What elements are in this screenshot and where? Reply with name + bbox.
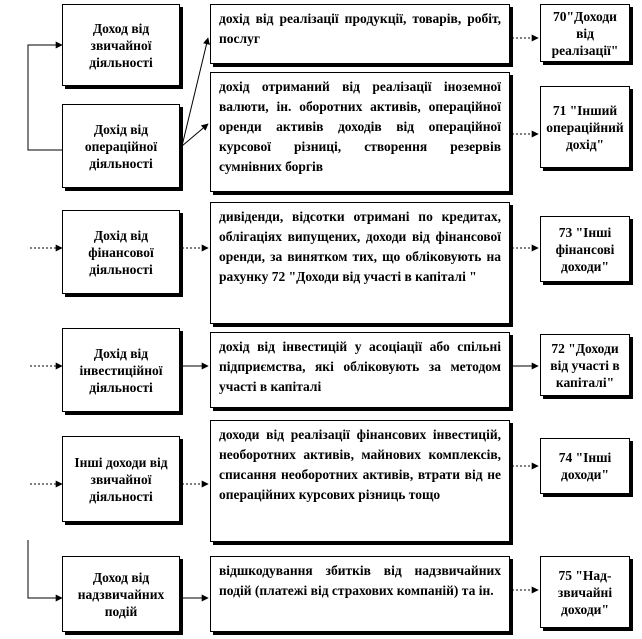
description-box-financial-income	[210, 202, 510, 324]
source-label: Доход від звичайної діяльності	[89, 20, 153, 70]
bracket-top	[28, 45, 62, 150]
source-box-other-ordinary-income	[62, 436, 180, 522]
source-box-investment-activity	[62, 328, 180, 412]
description-box-operating-income	[210, 72, 510, 192]
source-label: Дохід від фінансової діяльності	[88, 227, 154, 277]
source-label: Доход від надзвичайних подій	[77, 569, 165, 619]
description-text: дивіденди, відсотки отримані по кредитах, облігаціях випущених, доходи від фінансової оренди, за винятком тих, що обліковують на рахунку 72 "Доходи від участі в капіталі "	[219, 209, 501, 284]
description-text: дохід від реалізації продукції, товарів, робіт, послуг	[219, 11, 501, 46]
source-box-financial-activity	[62, 210, 180, 294]
description-box-investment-income	[210, 332, 510, 408]
description-box-sales-income	[210, 4, 510, 64]
account-label: 72 "Доходи від участі в капіталі"	[550, 340, 620, 390]
account-label: 73 "Інші фінансові доходи"	[555, 224, 615, 274]
account-box-75	[540, 556, 630, 628]
account-label: 75 "Над-звичайні доходи"	[557, 567, 613, 617]
source-label: Дохід від інвестиційної діяльності	[79, 345, 163, 395]
bracket-bottom	[28, 540, 62, 598]
description-text: відшкодування збитків від надзвичайних подій (платежі від страхових компаній) та ін.	[219, 563, 501, 598]
description-text: дохід отриманий від реалізації іноземної валюти, ін. оборотних активів, операційної оренди активів доходів від операційної курсової різниці, створення резервів сумнівних боргів	[219, 79, 501, 174]
account-box-74	[540, 438, 630, 494]
account-box-70	[540, 4, 630, 62]
source-box-ordinary-activity	[62, 4, 180, 86]
account-label: 70"Доходи від реалізації"	[551, 8, 619, 58]
source-label: Інші доходи від звичайної діяльності	[74, 454, 168, 504]
description-text: дохід від інвестицій у асоціації або спільні підприємства, які обліковують за методом участі в капіталі	[219, 339, 501, 394]
account-box-72	[540, 334, 630, 396]
source-box-operating-activity	[62, 104, 180, 188]
source-label: Дохід від операційної діяльності	[84, 121, 158, 171]
description-box-extraordinary-income	[210, 556, 510, 632]
description-box-other-income	[210, 420, 510, 542]
account-label: 74 "Інші доходи"	[558, 450, 612, 482]
account-box-73	[540, 216, 630, 282]
account-box-71	[540, 86, 630, 168]
account-label: 71 "Інший операційний дохід"	[546, 102, 624, 152]
source-box-extraordinary-events	[62, 556, 180, 632]
description-text: доходи від реалізації фінансових інвестицій, необоротних активів, майнових комплексів, списання необоротних активів, втрати від не операційних курсових різниць тощо	[219, 427, 501, 502]
